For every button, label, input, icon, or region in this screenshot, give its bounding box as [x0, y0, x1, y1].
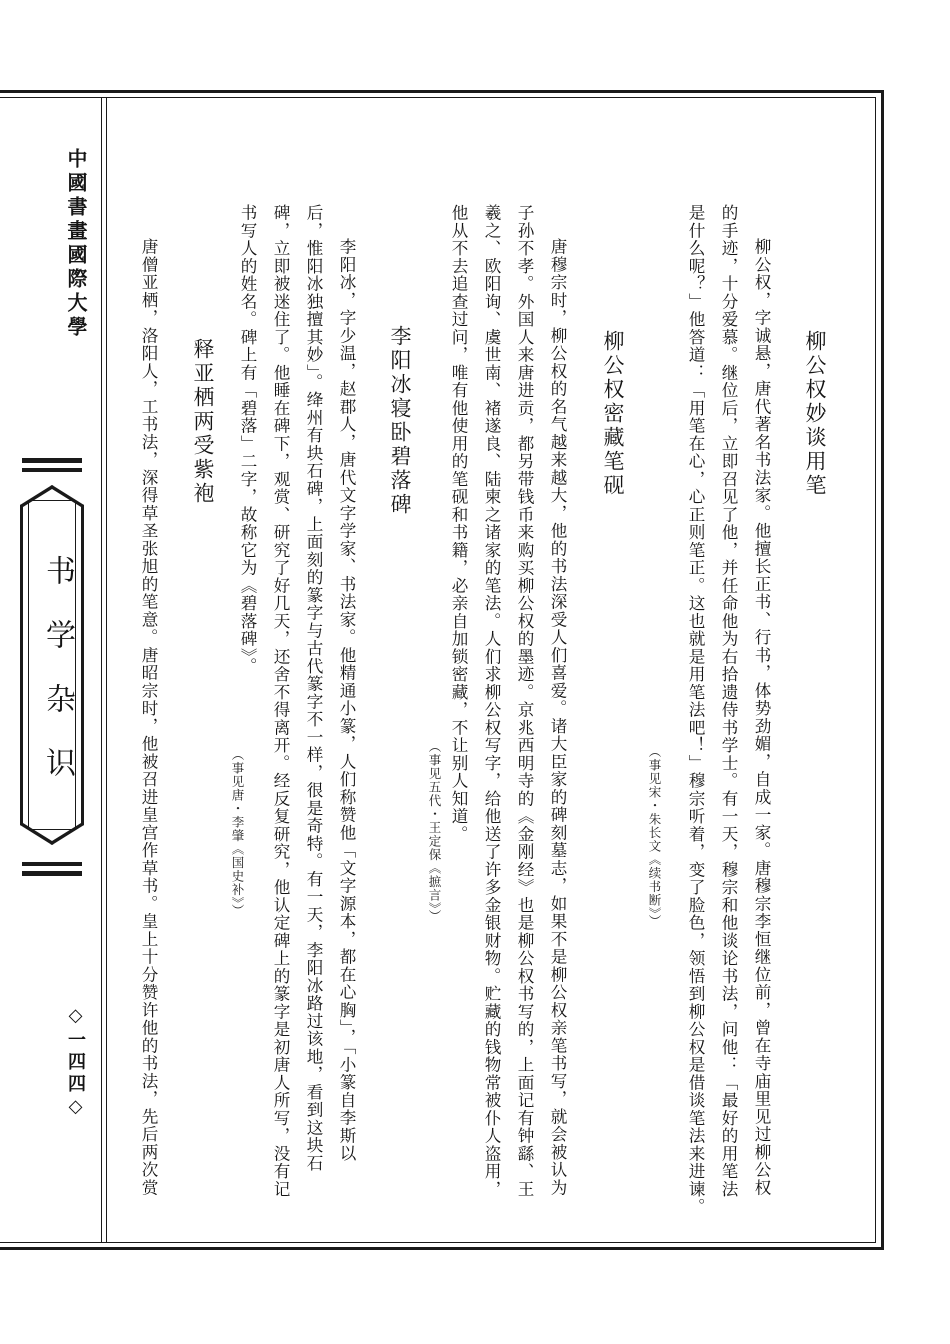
- article-2-source: （事见五代・王定保《摭言》）: [427, 740, 442, 923]
- article-4-line-1: 唐僧亚栖，洛阳人，工书法，深得草圣张旭的笔意。唐昭宗时，他被召进皇宫作草书。皇上十分赞许他的书法，先后两次赏: [139, 238, 158, 1197]
- article-3-line-4: 书写人的姓名。碑上有「碧落」二字，故称它为《碧落碑》。: [238, 204, 257, 675]
- article-1-line-3: 是什么呢？」他答道：「用笔在心，心正则笔正。这也就是用笔法吧！」穆宗听着，变了脸色，领悟到柳公权是借谈笔法来进谏。: [686, 204, 705, 1216]
- article-3-source: （事见唐・李肇《国史补》）: [230, 748, 245, 918]
- article-2-line-1: 唐穆宗时，柳公权的名气越来越大，他的书法深受人们喜爱。诸大臣家的碑刻墓志，如果不是柳公权亲笔书写，就会被认为: [548, 238, 567, 1197]
- article-2-title: 柳公权密藏笔砚: [601, 330, 625, 498]
- sidebar-band-bottom: [22, 871, 82, 876]
- sidebar-divider-inner: [106, 97, 107, 1243]
- article-2-line-3: 羲之、欧阳询、虞世南、褚遂良、陆柬之诸家的笔法。人们求柳公权写字，给他送了许多金银财物。贮藏的钱物常被仆人盗用，: [482, 204, 501, 1198]
- article-3-line-3: 碑，立即被迷住了。他睡在碑下，观赏、研究了好几天，还舍不得离开。经反复研究，他认定碑上的篆字是初唐人所写，没有记: [271, 204, 290, 1198]
- article-3-line-1: 李阳冰，字少温，赵郡人，唐代文字学家、书法家。他精通小篆，人们称赞他「文字源本，都在心胸」，「小篆自李斯以: [337, 238, 356, 1163]
- section-title: 书学杂识: [40, 555, 75, 811]
- article-1-line-2: 的手迹，十分爱慕。继位后，立即召见了他，并任命他为右拾遗侍书学士。有一天，穆宗和他谈论书法，问他：「最好的用笔法: [719, 204, 738, 1198]
- sidebar-divider-outer: [101, 97, 102, 1243]
- sidebar-band-bottom-thin: [22, 862, 82, 866]
- article-1-title: 柳公权妙谈用笔: [803, 330, 827, 498]
- school-name: 中國書畫國際大學: [64, 148, 88, 340]
- page-number: ◇一四四◇: [65, 1005, 86, 1121]
- article-2-line-2: 子孙不孝。外国人来唐进贡，都另带钱币来购买柳公权的墨迹。京兆西明寺的《金刚经》也是柳公权书写的，上面记有钟繇、王: [515, 204, 534, 1198]
- article-2-line-4: 他从不去追查过问，唯有他使用的笔砚和书籍，必亲自加锁密藏，不让别人知道。: [449, 204, 468, 843]
- article-1-source: （事见宋・朱长文《续书断》）: [647, 745, 662, 928]
- sidebar-band-top: [22, 458, 82, 463]
- article-3-title: 李阳冰寝卧碧落碑: [388, 325, 412, 517]
- article-3-line-2: 后，惟阳冰独擅其妙」。绛州有块石碑，上面刻的篆字与古代篆字不一样，很是奇特。有一天，李阳冰路过该地，看到这块石: [304, 204, 323, 1172]
- article-4-title: 释亚栖两受紫袍: [191, 338, 215, 506]
- sidebar-band-top-thin: [22, 468, 82, 472]
- article-1-line-1: 柳公权，字诚悬，唐代著名书法家。他擅长正书、行书，体势劲媚，自成一家。唐穆宗李恒继位前，曾在寺庙里见过柳公权: [752, 238, 771, 1197]
